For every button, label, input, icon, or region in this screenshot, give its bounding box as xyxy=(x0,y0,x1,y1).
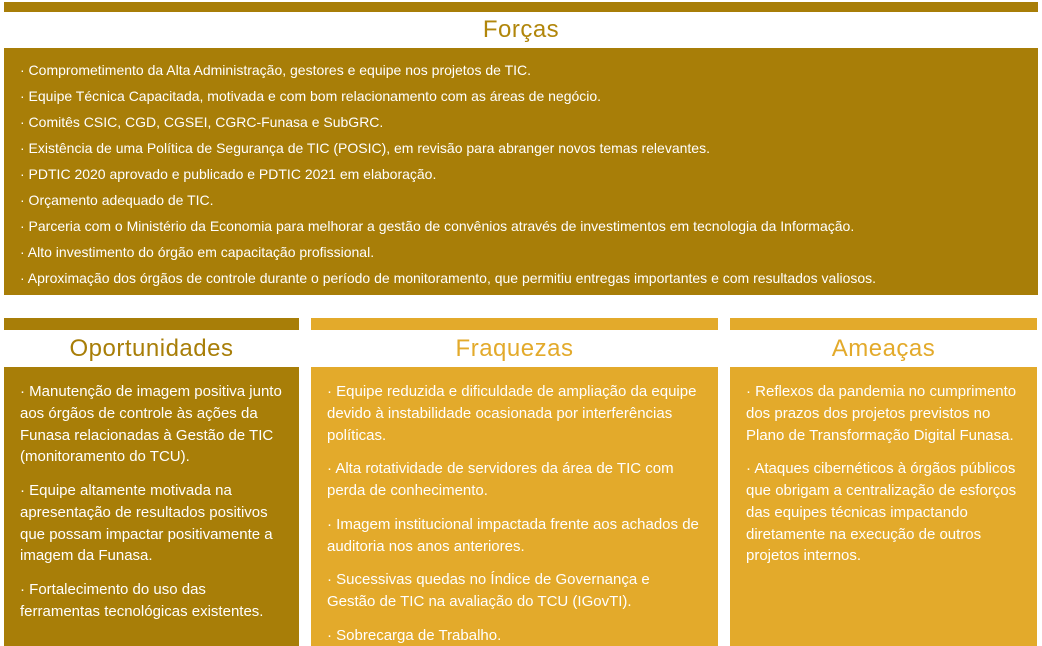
list-item: · Ataques cibernéticos à órgãos públicos que obrigam a centralização de esforços das equipes técnicas impactando diretamente na execução de outros projetos internos. xyxy=(746,460,1017,565)
threats-panel xyxy=(730,318,1037,646)
bottom-quadrants xyxy=(4,318,1038,646)
list-item: · Manutenção de imagem positiva junto aos órgãos de controle às ações da Funasa relacionadas à Gestão de TIC (monitoramento do TCU). xyxy=(20,383,282,466)
list-item: · Comprometimento da Alta Administração, gestores e equipe nos projetos de TIC. xyxy=(20,62,532,78)
weaknesses-title: Fraquezas xyxy=(311,330,718,367)
list-item: · Equipe altamente motivada na apresentação de resultados positivos que possam impactar positivamente a imagem da Funasa. xyxy=(20,482,273,565)
list-item: · Aproximação dos órgãos de controle durante o período de monitoramento, que permitiu entregas importantes e com resultados valiosos. xyxy=(20,270,877,286)
list-item: · Reflexos da pandemia no cumprimento dos prazos dos projetos previstos no Plano de Transformação Digital Funasa. xyxy=(746,383,1017,444)
opportunities-top-bar xyxy=(4,318,299,330)
list-item: · PDTIC 2020 aprovado e publicado e PDTIC 2021 em elaboração. xyxy=(20,166,437,182)
strengths-top-bar xyxy=(4,2,1038,12)
section-gap xyxy=(4,295,1038,318)
list-item: · Orçamento adequado de TIC. xyxy=(20,192,214,208)
list-item: · Equipe Técnica Capacitada, motivada e com bom relacionamento com as áreas de negócio. xyxy=(20,88,602,104)
list-item: · Sobrecarga de Trabalho. xyxy=(327,626,502,644)
list-item: · Existência de uma Política de Segurança de TIC (POSIC), em revisão para abranger novos temas relevantes. xyxy=(20,140,710,156)
list-item: · Sucessivas quedas no Índice de Governança e Gestão de TIC na avaliação do TCU (IGovTI). xyxy=(327,571,650,610)
opportunities-panel xyxy=(4,318,299,646)
opportunities-title: Oportunidades xyxy=(4,330,299,367)
list-item: · Fortalecimento do uso das ferramentas tecnológicas existentes. xyxy=(20,581,264,620)
strengths-title: Forças xyxy=(4,12,1038,48)
threats-title: Ameaças xyxy=(730,330,1037,367)
strengths-panel xyxy=(4,2,1038,295)
list-item: · Imagem institucional impactada frente aos achados de auditoria nos anos anteriores. xyxy=(327,515,699,555)
list-item: · Equipe reduzida e dificuldade de ampliação da equipe devido à instabilidade ocasionada por interferências políticas. xyxy=(327,383,697,444)
list-item: · Parceria com o Ministério da Economia para melhorar a gestão de convênios através de investimentos em tecnologia da Informação. xyxy=(20,218,855,234)
weaknesses-top-bar xyxy=(311,318,718,330)
threats-content xyxy=(730,367,1037,646)
weaknesses-content xyxy=(311,367,718,646)
weaknesses-panel xyxy=(311,318,718,646)
opportunities-content xyxy=(4,367,299,646)
strengths-list xyxy=(20,57,1028,291)
strengths-content xyxy=(4,48,1038,295)
list-item: · Comitês CSIC, CGD, CGSEI, CGRC-Funasa e SubGRC. xyxy=(20,114,384,130)
list-item: · Alto investimento do órgão em capacitação profissional. xyxy=(20,244,375,260)
list-item: · Alta rotatividade de servidores da área de TIC com perda de conhecimento. xyxy=(327,460,674,499)
threats-top-bar xyxy=(730,318,1037,330)
